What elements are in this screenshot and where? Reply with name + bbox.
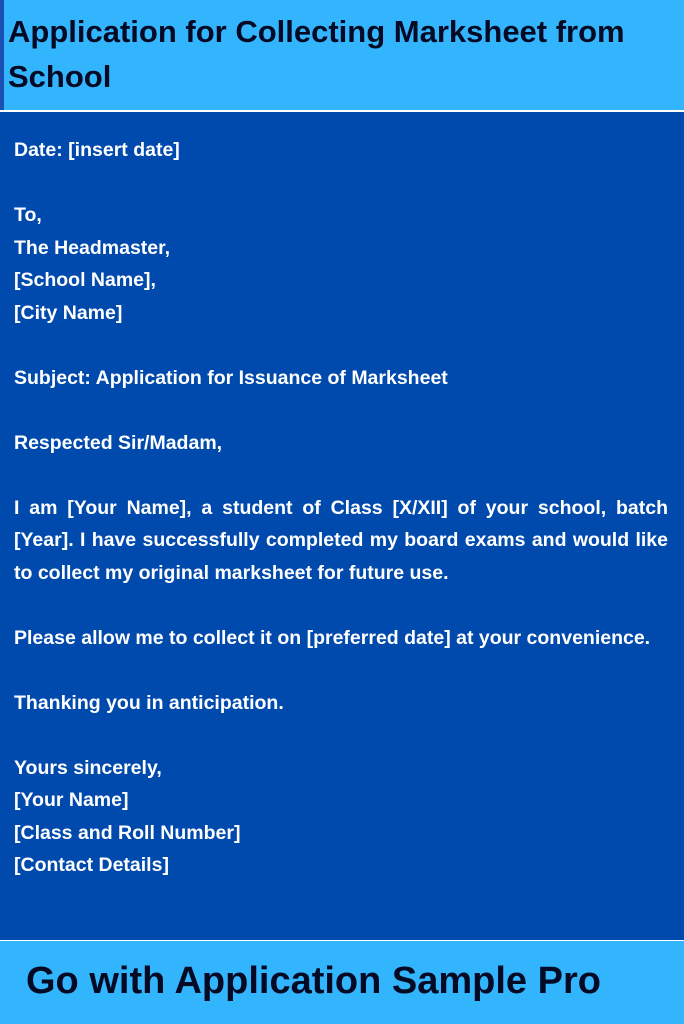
letter-salutation: Respected Sir/Madam,: [14, 431, 223, 454]
page-title: Application for Collecting Marksheet from School: [8, 14, 625, 94]
recipient-block: [14, 199, 668, 329]
letter-paragraph-2: Please allow me to collect it on [preferred date] at your convenience.: [14, 626, 651, 649]
title-accent-stripe: [0, 0, 4, 110]
letter-closing-line: Thanking you in anticipation.: [14, 691, 284, 714]
signature-class-roll: [Class and Roll Number]: [14, 821, 241, 844]
letter-subject: Subject: Application for Issuance of Marksheet: [14, 366, 448, 389]
signature-contact: [Contact Details]: [14, 854, 169, 876]
recipient-city: [City Name]: [14, 301, 123, 324]
letter-date: Date: [insert date]: [14, 139, 180, 161]
letter-panel: [0, 112, 684, 940]
signature-name: [Your Name]: [14, 789, 129, 811]
recipient-designation: The Headmaster,: [14, 236, 171, 259]
letter-body: [14, 134, 668, 882]
recipient-school: [School Name],: [14, 269, 156, 291]
title-banner: [4, 0, 684, 110]
letter-paragraph-1: I am [Your Name], a student of Class [X/XII] of your school, batch [Year]. I have successfully completed my board exams and would like to collect my original marksheet for future use.: [14, 496, 668, 584]
recipient-to: To,: [14, 204, 42, 226]
signature-valediction: Yours sincerely,: [14, 756, 162, 779]
footer-tagline: Go with Application Sample Pro: [26, 960, 601, 1002]
footer-banner: [0, 941, 684, 1024]
signature-block: [14, 752, 668, 882]
